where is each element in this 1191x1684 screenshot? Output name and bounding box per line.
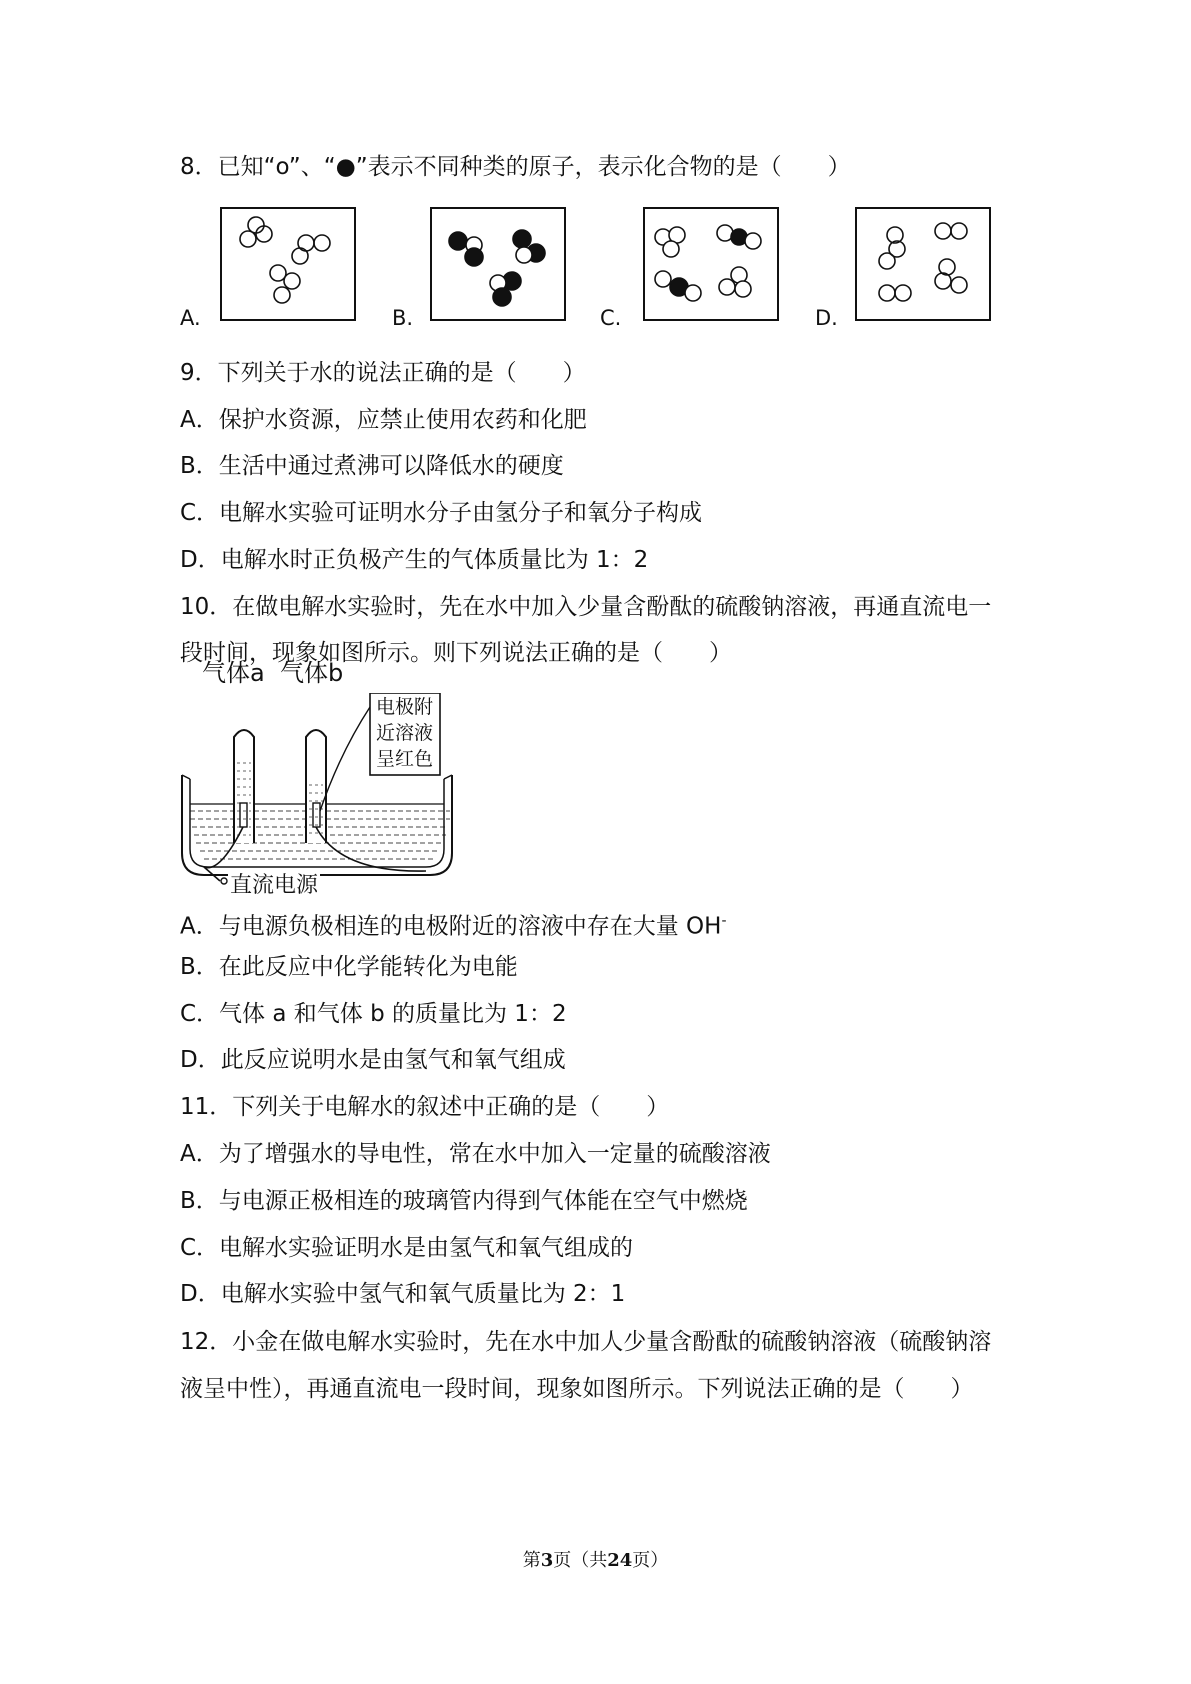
q8-option-d-label: D. bbox=[815, 306, 838, 330]
q9-stem: 9．下列关于水的说法正确的是（ ） bbox=[180, 360, 586, 386]
q11-option-b: B．与电源正极相连的玻璃管内得到气体能在空气中燃烧 bbox=[180, 1188, 748, 1214]
note-line2: 近溶液 bbox=[376, 722, 434, 744]
power-source-label: 直流电源 bbox=[228, 868, 320, 899]
q9-option-d: D．电解水时正负极产生的气体质量比为 1：2 bbox=[180, 547, 649, 573]
note-line3: 呈红色 bbox=[376, 748, 434, 770]
q8-option-b-label: B. bbox=[392, 306, 414, 330]
q10-option-b: B．在此反应中化学能转化为电能 bbox=[180, 954, 518, 980]
note-line1: 电极附 bbox=[376, 696, 434, 718]
q8-stem: 8．已知“o”、“●”表示不同种类的原子，表示化合物的是（ ） bbox=[180, 154, 851, 180]
electrolysis-apparatus-diagram bbox=[180, 659, 480, 898]
total-page-count: 24 bbox=[607, 1550, 633, 1571]
q8-option-a-label: A. bbox=[180, 306, 201, 330]
q9-option-c: C．电解水实验可证明水分子由氢分子和氧分子构成 bbox=[180, 500, 703, 526]
q10-stem-line2: 段时间，现象如图所示。则下列说法正确的是（ ） bbox=[180, 640, 732, 666]
q10-option-d: D．此反应说明水是由氢气和氧气组成 bbox=[180, 1047, 566, 1073]
q11-option-c: C．电解水实验证明水是由氢气和氧气组成的 bbox=[180, 1235, 634, 1261]
q9-option-a: A．保护水资源，应禁止使用农药和化肥 bbox=[180, 407, 587, 433]
q12-stem-line2: 液呈中性），再通直流电一段时间，现象如图所示。下列说法正确的是（ ） bbox=[180, 1376, 974, 1402]
q10-option-a: A．与电源负极相连的电极附近的溶液中存在大量 OH- bbox=[180, 913, 727, 940]
q10-stem-line1: 10．在做电解水实验时，先在水中加入少量含酚酞的硫酸钠溶液，再通直流电一 bbox=[180, 594, 992, 620]
q8-option-c-diagram bbox=[643, 207, 779, 321]
q11-stem: 11．下列关于电解水的叙述中正确的是（ ） bbox=[180, 1094, 670, 1120]
q8-option-d-diagram bbox=[855, 207, 991, 321]
page-footer: 第3页（共24页） bbox=[522, 1550, 669, 1571]
q9-option-b: B．生活中通过煮沸可以降低水的硬度 bbox=[180, 453, 564, 479]
q11-option-a: A．为了增强水的导电性，常在水中加入一定量的硫酸溶液 bbox=[180, 1141, 771, 1167]
q12-stem-line1: 12．小金在做电解水实验时，先在水中加人少量含酚酞的硫酸钠溶液（硫酸钠溶 bbox=[180, 1329, 992, 1355]
q8-option-c-label: C. bbox=[600, 306, 622, 330]
q10-option-c: C．气体 a 和气体 b 的质量比为 1：2 bbox=[180, 1001, 567, 1027]
q8-option-b-diagram bbox=[430, 207, 566, 321]
gas-b-label: 气体b bbox=[280, 659, 344, 687]
q11-option-d: D．电解水实验中氢气和氧气质量比为 2：1 bbox=[180, 1281, 626, 1307]
gas-a-label: 气体a bbox=[202, 659, 265, 687]
current-page-number: 3 bbox=[540, 1550, 554, 1571]
q8-option-a-diagram bbox=[220, 207, 356, 321]
